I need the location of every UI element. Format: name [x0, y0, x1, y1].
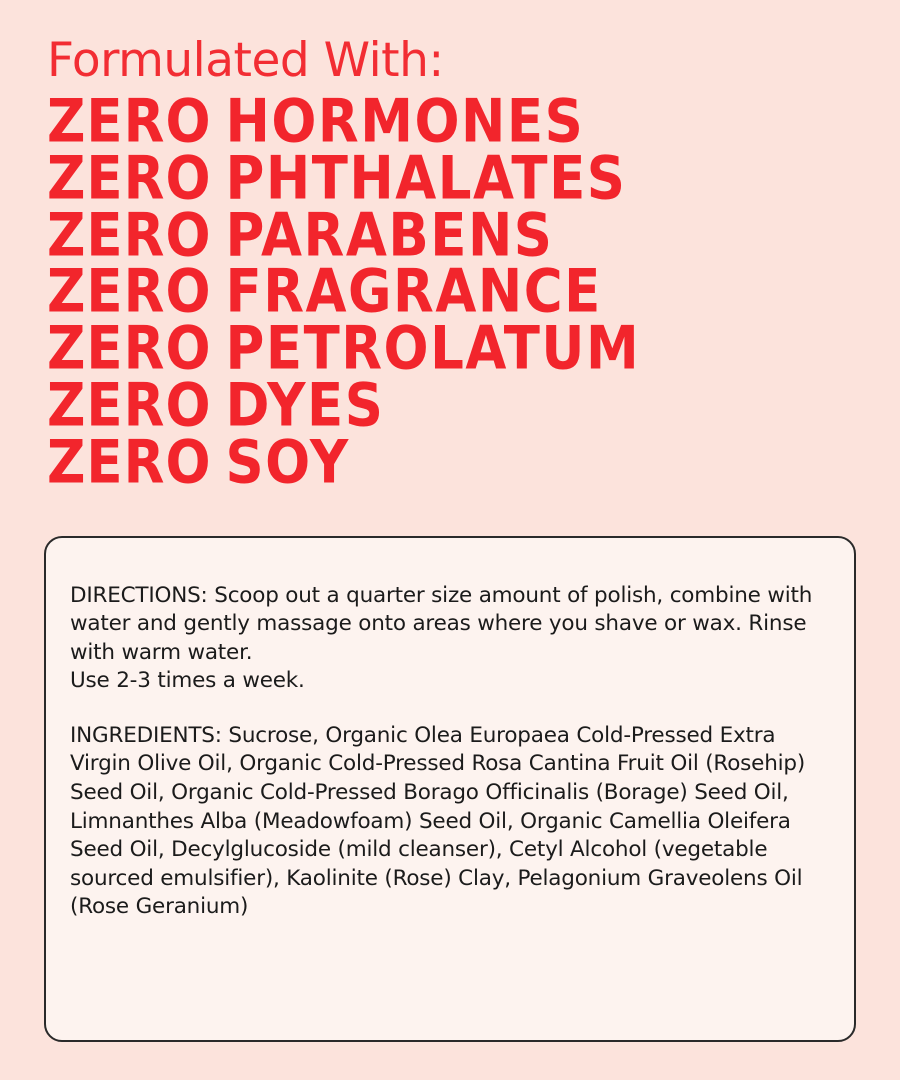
zero-word: ZERO: [47, 371, 212, 440]
zero-term: PARABENS: [225, 201, 554, 270]
zero-word: ZERO: [47, 144, 212, 214]
zero-word: ZERO: [47, 258, 212, 327]
usage-text: Use 2-3 times a week.: [70, 668, 305, 694]
formulated-without-list: [44, 87, 856, 497]
ingredients-text: Sucrose, Organic Olea Europaea Cold-Pressed Extra Virgin Olive Oil, Organic Cold-Pressed Rosa Cantina Fruit Oil (Rosehip) Seed Oil, Organic Cold-Pressed Borago Officinalis (Borage) Seed Oil, Limnanthes Alba (Meadowfoam) Seed Oil, Organic Camellia Oleifera Seed Oil, Decylglucoside (mild cleanser), Cetyl Alcohol (vegetable sourced emulsifier), Kaolinite (Rose) Clay, Pelagonium Graveolens Oil (Rose Geranium): [70, 722, 806, 920]
ingredients-label: INGREDIENTS:: [70, 722, 222, 748]
directions-ingredients-card: [44, 536, 856, 1042]
directions-label: DIRECTIONS:: [70, 582, 208, 608]
zero-term: PETROLATUM: [225, 314, 641, 384]
zero-term: SOY: [225, 428, 350, 497]
directions-text: Scoop out a quarter size amount of polish, combine with water and gently massage onto areas where you shave or wax. Rinse with warm water.: [70, 582, 813, 665]
directions-block: [70, 582, 830, 696]
zero-word: ZERO: [47, 87, 212, 157]
zero-term: DYES: [225, 371, 385, 440]
zero-word: ZERO: [47, 201, 212, 270]
zero-word: ZERO: [47, 314, 212, 384]
zero-term: PHTHALATES: [225, 144, 627, 214]
zero-term: HORMONES: [225, 87, 585, 157]
zero-word: ZERO: [47, 428, 212, 497]
page-title: Formulated With:: [47, 33, 444, 88]
zero-term: FRAGRANCE: [225, 258, 602, 327]
list-item: [47, 428, 856, 497]
ingredients-block: [70, 722, 830, 922]
